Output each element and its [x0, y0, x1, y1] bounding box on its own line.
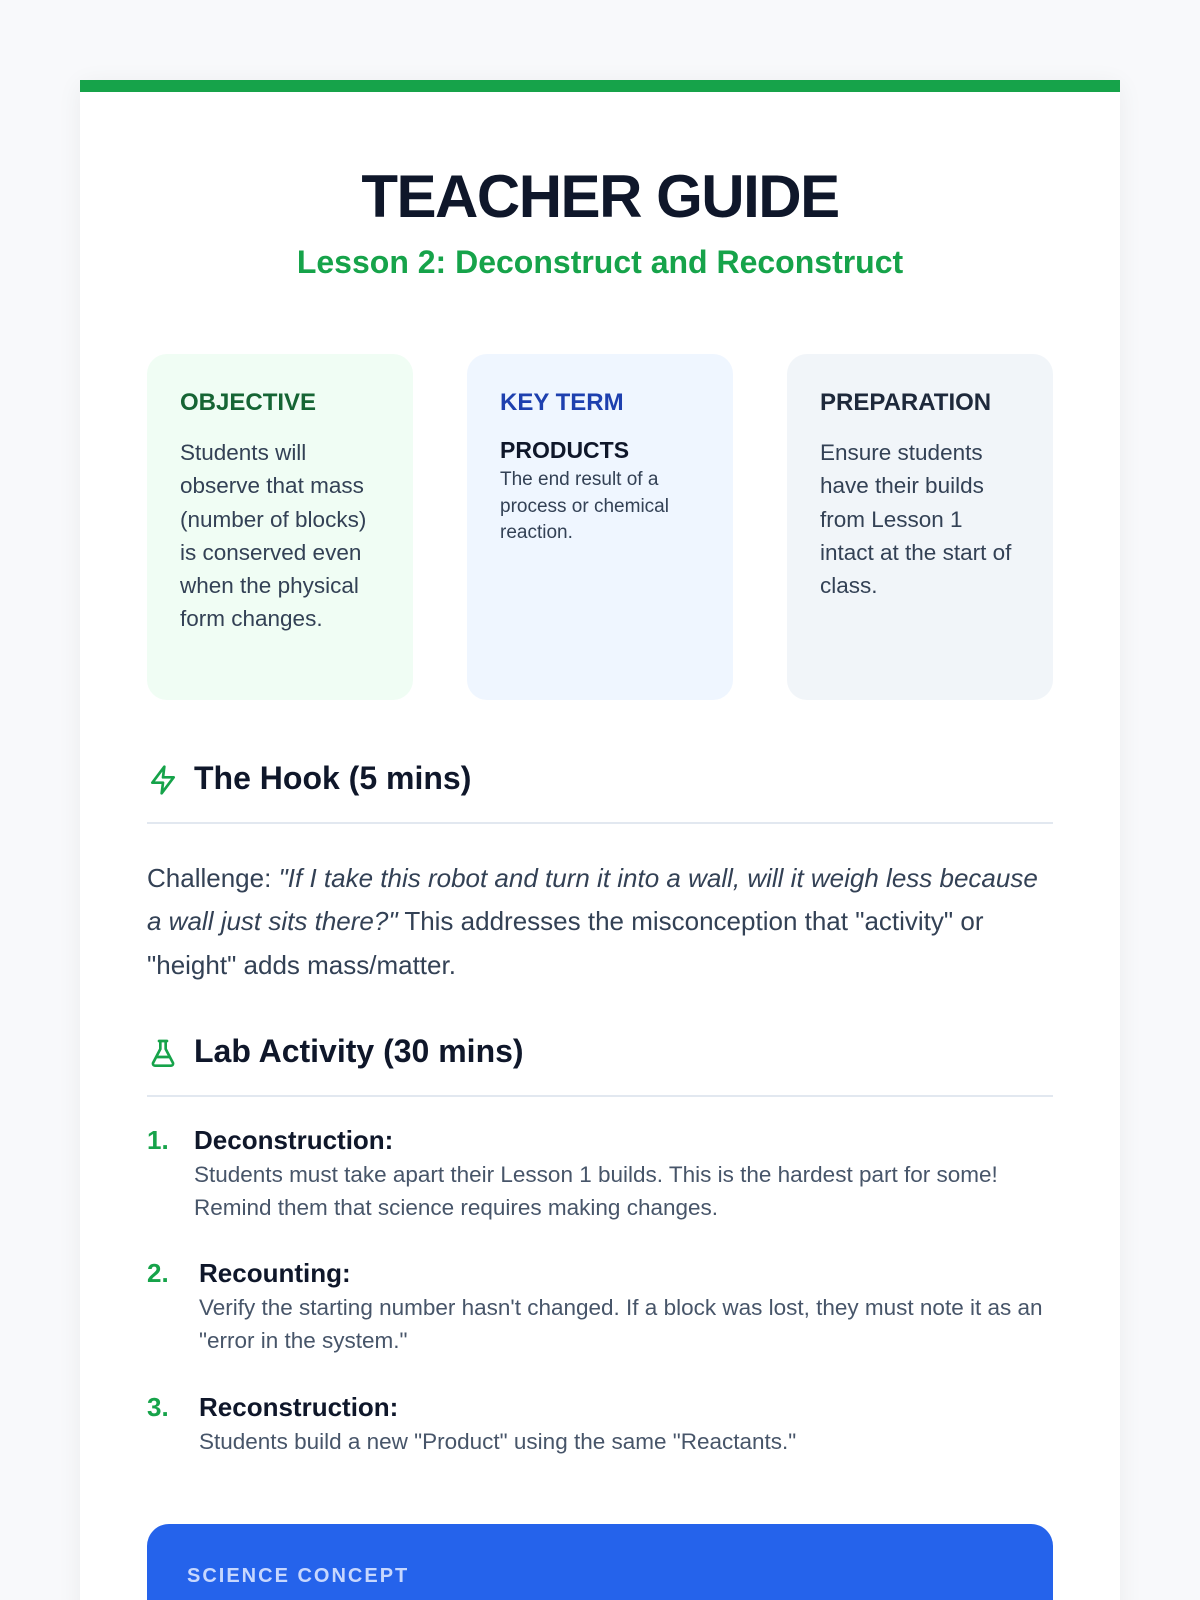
hook-explanation: This addresses the misconception that "activity" or "height" adds mass/matter. [147, 906, 984, 980]
key-term-card [467, 354, 733, 700]
lesson-subtitle: Lesson 2: Deconstruct and Reconstruct [296, 244, 904, 280]
step-title: Reconstruction: [199, 1392, 399, 1422]
step-number: 3. [147, 1392, 169, 1422]
science-concept-box [147, 1524, 1053, 1600]
page-title: TEACHER GUIDE [361, 163, 839, 230]
step-description: Students must take apart their Lesson 1 builds. This is the hardest part for some! Remind them that science requires making changes. [194, 1162, 998, 1221]
lab-heading: Lab Activity (30 mins) [194, 1033, 524, 1069]
key-term-definition: The end result of a process or chemical reaction. [500, 469, 669, 543]
objective-label: OBJECTIVE [180, 389, 317, 416]
objective-text: Students will observe that mass (number of blocks) is conserved even when the physical form changes. [180, 440, 367, 632]
lightning-icon [147, 764, 179, 796]
hook-section-header [147, 758, 1053, 824]
teacher-guide-sheet [80, 80, 1120, 1600]
hook-lead: Challenge: [147, 863, 279, 893]
preparation-card [787, 354, 1053, 700]
key-term-name: PRODUCTS [500, 437, 630, 463]
science-concept-label: SCIENCE CONCEPT [187, 1565, 410, 1587]
flask-icon [147, 1037, 179, 1069]
key-term-label: KEY TERM [500, 389, 624, 416]
step-number: 2. [147, 1258, 169, 1288]
objective-card [147, 354, 413, 700]
hook-heading: The Hook (5 mins) [194, 760, 472, 796]
step-description: Students build a new "Product" using the same "Reactants." [199, 1429, 797, 1454]
lab-section-header [147, 1031, 1053, 1097]
preparation-text: Ensure students have their builds from Lesson 1 intact at the start of class. [820, 440, 1012, 599]
step-title: Recounting: [199, 1258, 351, 1288]
preparation-label: PREPARATION [820, 389, 992, 416]
step-description: Verify the starting number hasn't changed. If a block was lost, they must note it as an "error in the system." [199, 1295, 1043, 1354]
step-title: Deconstruction: [194, 1125, 394, 1155]
hook-quote: "If I take this robot and turn it into a wall, will it weigh less because a wall just sits there?" [147, 863, 1038, 937]
hook-text [147, 857, 1053, 987]
step-number: 1. [147, 1125, 169, 1155]
